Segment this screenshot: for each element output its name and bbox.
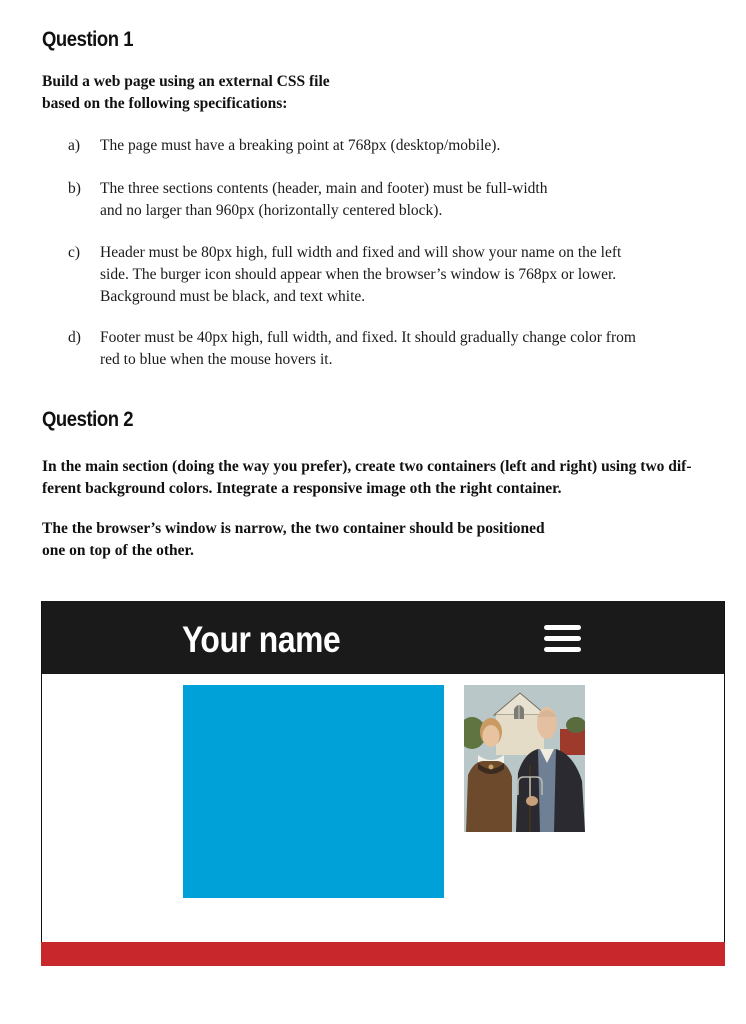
item-text: The page must have a breaking point at 768px (desktop/mobile). — [100, 137, 501, 154]
mockup-footer — [41, 942, 725, 966]
question-2-para-1: In the main section (doing the way you prefer), create two containers (left and right) using two dif- ferent background colors. Integrate a responsive image oth the right container. — [42, 458, 692, 497]
layout-mockup — [41, 601, 725, 966]
item-letter: a) — [68, 137, 81, 154]
mockup-name-text: Your name — [182, 619, 341, 660]
burger-icon — [544, 625, 581, 653]
question-2-heading: Question 2 — [42, 408, 134, 431]
item-letter: d) — [68, 329, 81, 346]
question-2-para-2: The the browser’s window is narrow, the two container should be positioned one on top of the other. — [42, 520, 545, 559]
item-text: Header must be 80px high, full width and fixed and will show your name on the left side. The burger icon should appear when the browser’s window is 768px or lower. Background must be black, and text white. — [100, 244, 622, 305]
painting-image — [464, 685, 585, 832]
question-1-intro: Build a web page using an external CSS file based on the following specifications: — [42, 73, 330, 112]
question-1-heading: Question 1 — [42, 28, 134, 51]
item-letter: c) — [68, 244, 81, 261]
item-text: The three sections contents (header, main and footer) must be full-width and no larger than 960px (horizontally centered block). — [100, 180, 548, 219]
left-container — [183, 685, 444, 898]
item-text: Footer must be 40px high, full width, and fixed. It should gradually change color from red to blue when the mouse hovers it. — [100, 329, 636, 368]
mockup-header — [42, 601, 724, 674]
item-letter: b) — [68, 180, 81, 197]
